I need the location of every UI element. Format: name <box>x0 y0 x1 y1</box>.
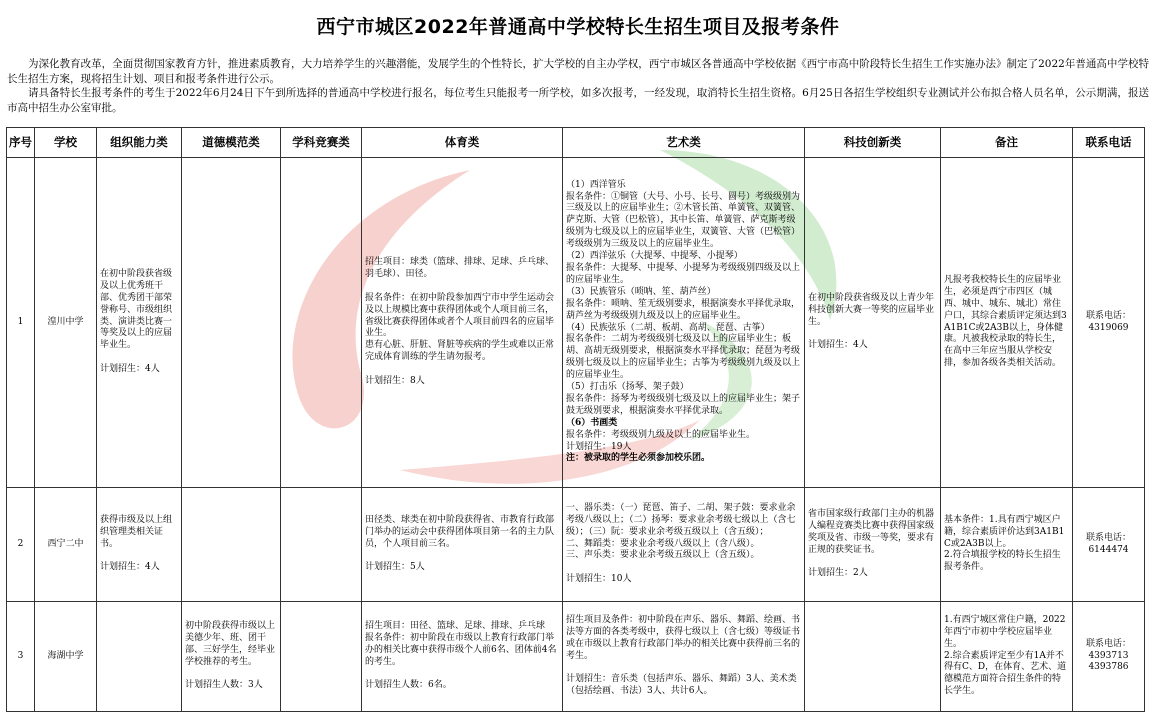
cell-line: 凡报考我校特长生的应届毕业生，必须是西宁市四区（城西、城中、城东、城北）常住户口，其综合素质评定须达到3A1B1C或2A3B以上，身体健康。凡被我校录取的特长生，在高中三年应当服从学校安排，参加各级各类相关活动。 <box>944 274 1067 369</box>
column-header: 体育类 <box>362 128 563 158</box>
cell-line: 联系电话： <box>1085 532 1131 543</box>
cell-line: 计划招生：4人 <box>100 562 160 573</box>
cell-line <box>808 328 937 340</box>
cell-line: 计划招生：2人 <box>808 568 868 579</box>
cell-line: 报名条件：二胡为考级级别七级及以上的应届毕业生；板胡、高胡无级别要求，根据演奏水平择优录取；琵琶为考级级别七级及以上的应届毕业生；古筝为考级级别九级及以上的应届毕业生。 <box>566 334 801 381</box>
cell-phone <box>1073 158 1145 488</box>
column-header: 联系电话 <box>1073 128 1145 158</box>
cell-line: 6144474 <box>1088 544 1129 555</box>
cell-line: 初中阶段获得市级以上美德少年、班、团干部、三好学生，经毕业学校推荐的考生。 <box>185 620 276 667</box>
cell-school: 湟川中学 <box>35 158 97 488</box>
cell-phone <box>1073 602 1145 712</box>
column-header: 学科竞赛类 <box>281 128 362 158</box>
cell-line: 计划招生人数：6名。 <box>365 680 452 691</box>
cell-moral <box>182 602 281 712</box>
cell-school: 海湖中学 <box>35 602 97 712</box>
cell-line: （2）西洋弦乐（大提琴、中提琴、小提琴） <box>566 251 743 262</box>
cell-line: 1.有西宁城区常住户籍，2022年西宁市初中学校应届毕业生。 <box>944 614 1066 649</box>
cell-competition <box>281 488 362 602</box>
cell-line: （1）西洋管乐 <box>566 179 626 190</box>
cell-line: 2.符合填报学校的特长生招生报考条件。 <box>944 550 1061 573</box>
cell-sports <box>362 602 563 712</box>
cell-line: 省市国家级行政部门主办的机器人编程竞赛类比赛中获得国家级奖项及省、市级一等奖，要求有正规的获奖证书。 <box>808 508 935 555</box>
cell-line: 4319069 <box>1088 322 1129 333</box>
cell-no: 1 <box>7 158 35 488</box>
cell-remarks <box>941 158 1073 488</box>
cell-line: 报名条件：大提琴、中提琴、小提琴为考级级别四级及以上的应届毕业生。 <box>566 262 801 285</box>
column-header: 组织能力类 <box>97 128 182 158</box>
cell-line: 招生项目及条件：初中阶段在声乐、器乐、舞蹈、绘画、书法等方面的各类考级中，获得七级以上（含七级）等级证书或在市级以上教育行政部门举办的相关比赛中获得前三名的考生。 <box>566 614 801 661</box>
cell-line: 计划招生：音乐类（包括声乐、器乐、舞蹈）3人、美术类（包括绘画、书法）3人、共计6人。 <box>566 674 797 697</box>
cell-no: 2 <box>7 488 35 602</box>
column-header: 学校 <box>35 128 97 158</box>
cell-line: 计划招生：8人 <box>365 376 425 387</box>
cell-school: 西宁二中 <box>35 488 97 602</box>
cell-line: 报名条件：唢呐、笙无级别要求，根据演奏水平择优录取，葫芦丝为考级级别九级及以上的应届毕业生。 <box>566 298 801 321</box>
intro-text <box>7 57 1149 115</box>
cell-line: 注：被录取的学生必须参加校乐团。 <box>566 453 711 464</box>
cell-line: （3）民族管乐（唢呐、笙、葫芦丝） <box>566 286 716 297</box>
cell-line: 报名条件：考级级别九级及以上的应届毕业生。 <box>566 429 756 440</box>
cell-line: 计划招生：19人 <box>566 441 632 452</box>
cell-line: 计划招生：4人 <box>100 364 160 375</box>
table-row <box>7 602 1145 712</box>
cell-tech <box>805 602 941 712</box>
cell-line: 计划招生：4人 <box>808 340 868 351</box>
admission-table <box>6 127 1145 712</box>
cell-remarks <box>941 602 1073 712</box>
cell-line: 2.综合素质评定至少有1A并不得有C、D，在体育、艺术、道德模范方面符合招生条件的特长学生。 <box>944 650 1067 697</box>
cell-line <box>566 662 801 674</box>
cell-line <box>365 281 559 293</box>
cell-tech <box>805 158 941 488</box>
cell-moral <box>182 488 281 602</box>
intro-paragraph: 为深化教育改革，全面贯彻国家教育方针，推进素质教育，大力培养学生的兴趣潜能，发展学生的个性特长，扩大学校的自主办学权，西宁市城区各普通高中学校依据《西宁市高中阶段特长生招生工作实施办法》制定了2022年普通高中学校特长生招生方案，现将招生计划、项目和报考条件进行公示。 <box>7 58 1149 85</box>
cell-no: 3 <box>7 602 35 712</box>
cell-phone <box>1073 488 1145 602</box>
cell-line: 报名条件：初中阶段在市级以上教育行政部门举办的相关比赛中获得市级个人前6名、团体前4名的考生。 <box>365 632 557 667</box>
column-header: 科技创新类 <box>805 128 941 158</box>
cell-line: 报名条件：扬琴为考级级别七级及以上的应届毕业生；架子鼓无级别要求，根据演奏水平择优录取。 <box>566 393 801 416</box>
cell-line: 田径类、球类在初中阶段获得省、市教育行政部门举办的运动会中获得团体项目第一名的主力队员，个人项目前三名。 <box>365 514 555 549</box>
cell-line: 招生项目：田径、篮球、足球、排球、乒乓球 <box>365 620 546 631</box>
cell-line: 报名条件：①铜管（大号、小号、长号、圆号）考级级别为三级及以上的应届毕业生；②木管长笛、单簧管、双簧管、萨克斯、大管（巴松管），其中长笛、单簧管、萨克斯考级级别为七级及以上的应届毕业生，双簧管、大管（巴松管）考级级别为三级及以上的应届毕业生。 <box>566 191 801 250</box>
cell-line: 患有心脏、肝脏、肾脏等疾病的学生或难以正常完成体育训练的学生请勿报考。 <box>365 340 555 363</box>
cell-line: 联系电话： <box>1085 638 1131 649</box>
cell-organization <box>97 602 182 712</box>
cell-line: 在初中阶段获省级及以上青少年科技创新大赛一等奖的应届毕业生。 <box>808 292 935 327</box>
cell-competition <box>281 158 362 488</box>
cell-line: 联系电话： <box>1085 310 1131 321</box>
cell-line <box>185 668 277 680</box>
cell-line: （6）书画类 <box>566 417 618 428</box>
table-header-row <box>7 128 1145 158</box>
cell-sports <box>362 158 563 488</box>
table-row <box>7 158 1145 488</box>
cell-arts <box>563 488 805 602</box>
cell-arts <box>563 602 805 712</box>
cell-line <box>808 556 937 568</box>
cell-tech <box>805 488 941 602</box>
cell-line: 报名条件：在初中阶段参加西宁市中学生运动会及以上规模比赛中获得团体或个人项目前三名，省级比赛获得团体或者个人项目前四名的应届毕业生。 <box>365 292 555 339</box>
cell-line <box>365 550 559 562</box>
cell-moral <box>182 158 281 488</box>
cell-line: 招生项目：球类（篮球、排球、足球、乒乓球、羽毛球）、田径。 <box>365 257 555 279</box>
cell-line: 计划招生人数：3人 <box>185 680 263 691</box>
intro-paragraph: 请具备特长生报考条件的考生于2022年6月24日下午到所选择的普通高中学校进行报名，每位考生只能报考一所学校，如多次报考，一经发现，取消特长生招生资格。6月25日各招生学校组织专业测试并公布拟合格人员名单，公示期满，报送市高中招生办公室审批。 <box>7 87 1149 114</box>
cell-line <box>100 550 178 562</box>
cell-line: 4393786 <box>1088 662 1129 673</box>
column-header: 序号 <box>7 128 35 158</box>
column-header: 艺术类 <box>563 128 805 158</box>
cell-line <box>365 668 559 680</box>
cell-line <box>100 352 178 364</box>
column-header: 道德模范类 <box>182 128 281 158</box>
cell-line: 三、声乐类：要求业余考级五级以上（含五级）。 <box>566 550 760 561</box>
cell-arts <box>563 158 805 488</box>
cell-competition <box>281 602 362 712</box>
cell-line: 基本条件：1.具有西宁城区户籍，综合素质评价达到3A1B1C或2A3B以上。 <box>944 514 1065 549</box>
cell-remarks <box>941 488 1073 602</box>
cell-line <box>566 562 801 574</box>
cell-line <box>365 364 559 376</box>
page-title: 西宁市城区2022年普通高中学校特长生招生项目及报考条件 <box>316 16 840 38</box>
cell-line: 4393713 <box>1088 650 1129 661</box>
cell-line: 计划招生：5人 <box>365 562 425 573</box>
cell-line: （5）打击乐（扬琴、架子鼓） <box>566 382 689 393</box>
column-header: 备注 <box>941 128 1073 158</box>
cell-line: 获得市级及以上组织管理类相关证书。 <box>100 514 173 549</box>
cell-line: 在初中阶段获省级及以上优秀班干部、优秀团干部荣誉称号、市级组织类、演讲类比赛一等奖及以上的应届毕业生。 <box>100 268 173 351</box>
cell-sports <box>362 488 563 602</box>
cell-organization <box>97 488 182 602</box>
cell-organization <box>97 158 182 488</box>
cell-line: 一、器乐类：（一）琵琶、笛子、二胡、架子鼓：要求业余考级八级以上；（二）扬琴：要求业余考级七级以上（含七级）；（三）阮：要求业余考级五级以上（含五级）； <box>566 502 796 537</box>
cell-line: 计划招生：10人 <box>566 574 632 585</box>
table-row <box>7 488 1145 602</box>
cell-line: 二、舞蹈类：要求业余考级八级以上（含八级）。 <box>566 538 760 549</box>
cell-line: （4）民族弦乐（二胡、板胡、高胡、琵琶、古筝） <box>566 322 770 333</box>
